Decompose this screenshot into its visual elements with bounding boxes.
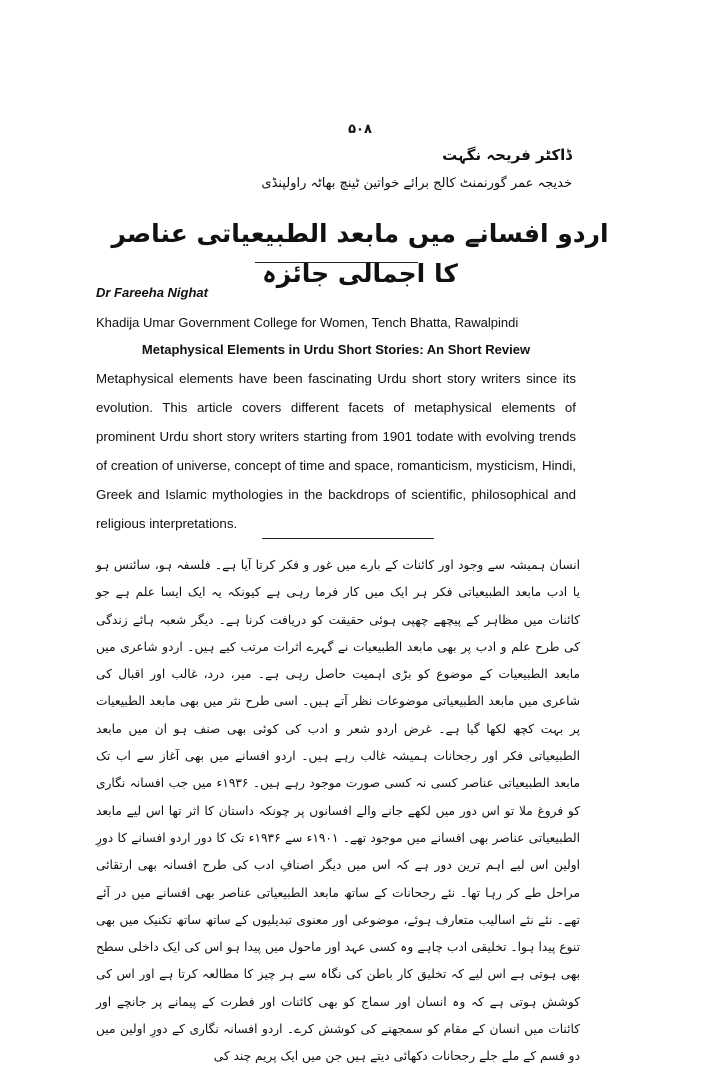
abstract-paragraph: Metaphysical elements have been fascinating Urdu short story writers since its evolution. This article covers different facets of metaphysical elements of prominent Urdu short story writers starting from 1901 todate with evolving trends of creation of universe, concept of time and space, romanticism, mysticism, Hindi, Greek and Islamic mythologies in the backdrops of scientific, philosophical and religious interpretations. [96, 371, 576, 531]
page-number: ۵۰۸ [348, 122, 372, 137]
title-divider [255, 262, 418, 263]
urdu-author-name: ڈاکٹر فریحہ نگہت [442, 146, 572, 164]
abstract-divider [262, 538, 434, 539]
urdu-author-affiliation: خدیجہ عمر گورنمنٹ کالج برائے خواتین ٹینچ بھاٹہ راولپنڈی [261, 176, 572, 191]
english-author-affiliation: Khadija Umar Government College for Women, Tench Bhatta, Rawalpindi [96, 315, 519, 330]
urdu-article-title: اردو افسانے میں مابعد الطبیعیاتی عناصر کا اجمالی جائزہ [111, 219, 609, 288]
english-article-title: Metaphysical Elements in Urdu Short Stories: An Short Review [141, 342, 531, 357]
urdu-body-paragraph: انسان ہمیشہ سے وجود اور کائنات کے بارے میں غور و فکر کرتا آیا ہے۔ فلسفہ ہو، سائنس ہو یا ادب مابعد الطبیعیاتی فکر ہر ایک میں کار فرما رہی ہے کیونکہ یہ ایک ایسا علم ہے جو کائنات میں مظاہر کے پیچھے چھپی ہوئی حقیقت کو دریافت کرنا ہے۔ دیگر شعبہ ہائے زندگی کی طرح علم و ادب پر بھی مابعد الطبیعیات نے گہرے اثرات مرتب کیے ہیں۔ اردو شاعری میں مابعد الطبیعیات کے موضوع کو بڑی اہمیت حاصل رہی ہے۔ میر، درد، غالب اور اقبال کی شاعری میں مابعد الطبیعیاتی موضوعات نظر آتے ہیں۔ اسی طرح نثر میں بھی مابعد الطبیعیات پر بہت کچھ لکھا گیا ہے۔ غرض اردو شعر و ادب کی کوئی بھی صنف ہو ان میں مابعد الطبیعیاتی فکر اور رجحانات ہمیشہ غالب رہے ہیں۔ اردو افسانے میں بھی آغاز سے اب تک مابعد الطبیعیاتی عناصر کسی نہ کسی صورت موجود رہے ہیں۔ ۱۹۳۶ء میں جب افسانہ نگاری کو فروغ ملا تو اس دور میں لکھے جانے والے افسانوں پر چونکہ داستان کا اثر تھا اس لیے مابعد الطبیعیاتی عناصر بھی افسانے میں موجود تھے۔ ۱۹۰۱ء سے ۱۹۳۶ء تک کا دور اردو افسانے کا دورِ اولین اس لیے اہم ترین دور ہے کہ اس میں دیگر اصنافِ ادب کی طرح افسانہ بھی ارتقائی مراحل طے کر رہا تھا۔ نئے رجحانات کے ساتھ مابعد الطبیعیاتی عناصر بھی افسانے میں در آئے تھے۔ نئے نئے اسالیب متعارف ہوئے، موضوعی اور معنوی تبدیلیوں کے ساتھ ساتھ تکنیک میں بھی تنوع پیدا ہوا۔ تخلیقی ادب چاہے وہ کسی عہد اور ماحول میں پیدا ہو اس کی ایک داخلی سطح بھی ہوتی ہے اس لیے کہ تخلیق کار باطن کی نگاہ سے ہر چیز کا مطالعہ کرتا ہے اور اس کی کوشش ہوتی ہے کہ وہ انسان اور سماج کو بھی کائنات اور فطرت کے پیمانے پر جانچے اور کائنات میں انسان کے مقام کو سمجھنے کی کوشش کرے۔ اردو افسانہ نگاری کے دورِ اولین میں دو قسم کے ملے جلے رجحانات دکھائی دیتے ہیں جن میں ایک پریم چند کی [96, 558, 580, 1064]
english-author-name: Dr Fareeha Nighat [96, 285, 208, 300]
